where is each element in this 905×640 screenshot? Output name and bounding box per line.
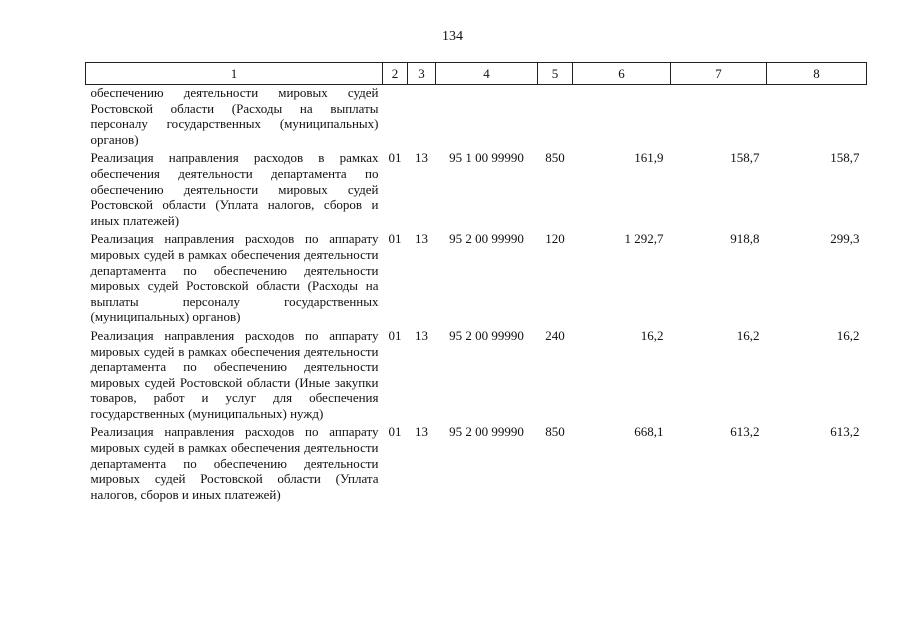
table-row bbox=[86, 328, 867, 425]
row-value-7 bbox=[671, 85, 767, 151]
page-number: 134 bbox=[442, 29, 463, 44]
row-subsection: 13 bbox=[415, 424, 428, 440]
table-row bbox=[86, 85, 867, 151]
row-description: Реализация направления расходов по аппарату мировых судей в рамках обеспечения деятельности департамента по обеспечению деятельности мировых судей Ростовской области (Расходы на выплаты персоналу государственных (муниципальных) органов) bbox=[90, 231, 379, 325]
header-col-1: 1 bbox=[86, 63, 383, 85]
row-expense-type: 120 bbox=[545, 231, 565, 247]
row-expense-type: 240 bbox=[545, 327, 565, 343]
header-col-8: 8 bbox=[767, 63, 867, 85]
row-subsection: 13 bbox=[415, 150, 428, 166]
row-value-7: 613,2 bbox=[730, 424, 760, 440]
table-header bbox=[86, 63, 867, 85]
row-expense-type: 850 bbox=[545, 424, 565, 440]
row-subsection: 13 bbox=[415, 327, 428, 343]
row-target-code: 95 2 00 99990 bbox=[449, 327, 524, 343]
table-row bbox=[86, 150, 867, 231]
row-value-8 bbox=[767, 85, 867, 151]
row-description: обеспечению деятельности мировых судей Ростовской области (Расходы на выплаты персоналу государственных (муниципальных) органов) bbox=[90, 85, 379, 147]
row-value-6: 161,9 bbox=[634, 150, 664, 166]
row-expense-type bbox=[538, 85, 573, 151]
row-subsection: 13 bbox=[415, 231, 428, 247]
row-description: Реализация направления расходов по аппарату мировых судей в рамках обеспечения деятельности департамента по обеспечению деятельности мировых судей Ростовской области (Иные закупки товаров, работ и услуг для обеспечения государственных (муниципальных) нужд) bbox=[90, 327, 379, 421]
row-description: Реализация направления расходов по аппарату мировых судей в рамках обеспечения деятельности департамента по обеспечению деятельности мировых судей Ростовской области (Уплата налогов, сборов и иных платежей) bbox=[90, 424, 379, 502]
row-value-8: 158,7 bbox=[830, 150, 860, 166]
header-col-6: 6 bbox=[573, 63, 671, 85]
row-value-6: 1 292,7 bbox=[624, 231, 664, 247]
row-value-6: 668,1 bbox=[634, 424, 664, 440]
budget-table bbox=[85, 62, 867, 505]
row-value-8: 16,2 bbox=[836, 327, 860, 343]
row-section: 01 bbox=[388, 150, 402, 166]
row-section: 01 bbox=[388, 327, 402, 343]
table-row bbox=[86, 424, 867, 505]
row-value-7: 918,8 bbox=[730, 231, 760, 247]
row-subsection bbox=[408, 85, 436, 151]
row-value-7: 158,7 bbox=[730, 150, 760, 166]
row-target-code: 95 1 00 99990 bbox=[449, 150, 524, 166]
row-value-6 bbox=[573, 85, 671, 151]
row-value-8: 299,3 bbox=[830, 231, 860, 247]
header-col-3: 3 bbox=[408, 63, 436, 85]
header-col-4: 4 bbox=[436, 63, 538, 85]
row-value-6: 16,2 bbox=[640, 327, 664, 343]
row-section bbox=[383, 85, 408, 151]
row-section: 01 bbox=[388, 231, 402, 247]
row-expense-type: 850 bbox=[545, 150, 565, 166]
row-value-7: 16,2 bbox=[736, 327, 760, 343]
header-col-7: 7 bbox=[671, 63, 767, 85]
header-col-5: 5 bbox=[538, 63, 573, 85]
row-target-code: 95 2 00 99990 bbox=[449, 424, 524, 440]
header-col-2: 2 bbox=[383, 63, 408, 85]
row-target-code: 95 2 00 99990 bbox=[449, 231, 524, 247]
table-body bbox=[86, 85, 867, 506]
row-section: 01 bbox=[388, 424, 402, 440]
row-target-code bbox=[436, 85, 538, 151]
row-value-8: 613,2 bbox=[830, 424, 860, 440]
table-row bbox=[86, 231, 867, 328]
row-description: Реализация направления расходов в рамках обеспечения деятельности департамента по обеспечению деятельности мировых судей Ростовской области (Уплата налогов, сборов и иных платежей) bbox=[90, 150, 379, 228]
header-row bbox=[86, 63, 867, 85]
